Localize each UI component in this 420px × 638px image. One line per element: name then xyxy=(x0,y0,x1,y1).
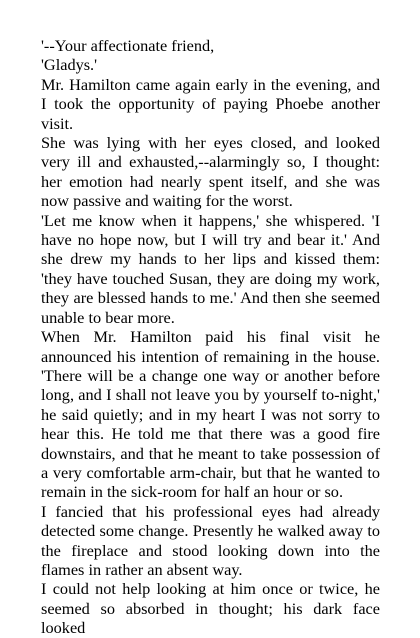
paragraph: I fancied that his professional eyes had already detected some change. Presently he walked away to the fireplace and stood looking down into the flames in rather an absent way. xyxy=(41,501,380,579)
book-page xyxy=(41,36,380,638)
paragraph: I could not help looking at him once or twice, he seemed so absorbed in thought; his dark face looked xyxy=(41,579,380,638)
letter-closing: '--Your affectionate friend, xyxy=(41,36,215,55)
paragraph: She was lying with her eyes closed, and looked very ill and exhausted,--alarmingly so, I thought: her emotion had nearly spent itself, and she was now passive and waiting for the worst. xyxy=(41,133,380,211)
letter-signature: 'Gladys.' xyxy=(41,55,98,75)
paragraph: 'Let me know when it happens,' she whispered. 'I have no hope now, but I will try and bear it.' And she drew my hands to her lips and kissed them: 'they have touched Susan, they are doing my work, they are blessed hands to me.' And then she seemed unable to bear more. xyxy=(41,210,380,327)
paragraph: When Mr. Hamilton paid his final visit he announced his intention of remaining in the house. 'There will be a change one way or another before long, and I shall not leave you by yourself to-night,' he said quietly; and in my heart I was not sorry to hear this. He told me that there was a good fire downstairs, and that he meant to take possession of a very comfortable arm-chair, but that he wanted to remain in the sick-room for half an hour or so. xyxy=(41,327,380,502)
paragraph: Mr. Hamilton came again early in the evening, and I took the opportunity of paying Phoebe another visit. xyxy=(41,74,380,133)
